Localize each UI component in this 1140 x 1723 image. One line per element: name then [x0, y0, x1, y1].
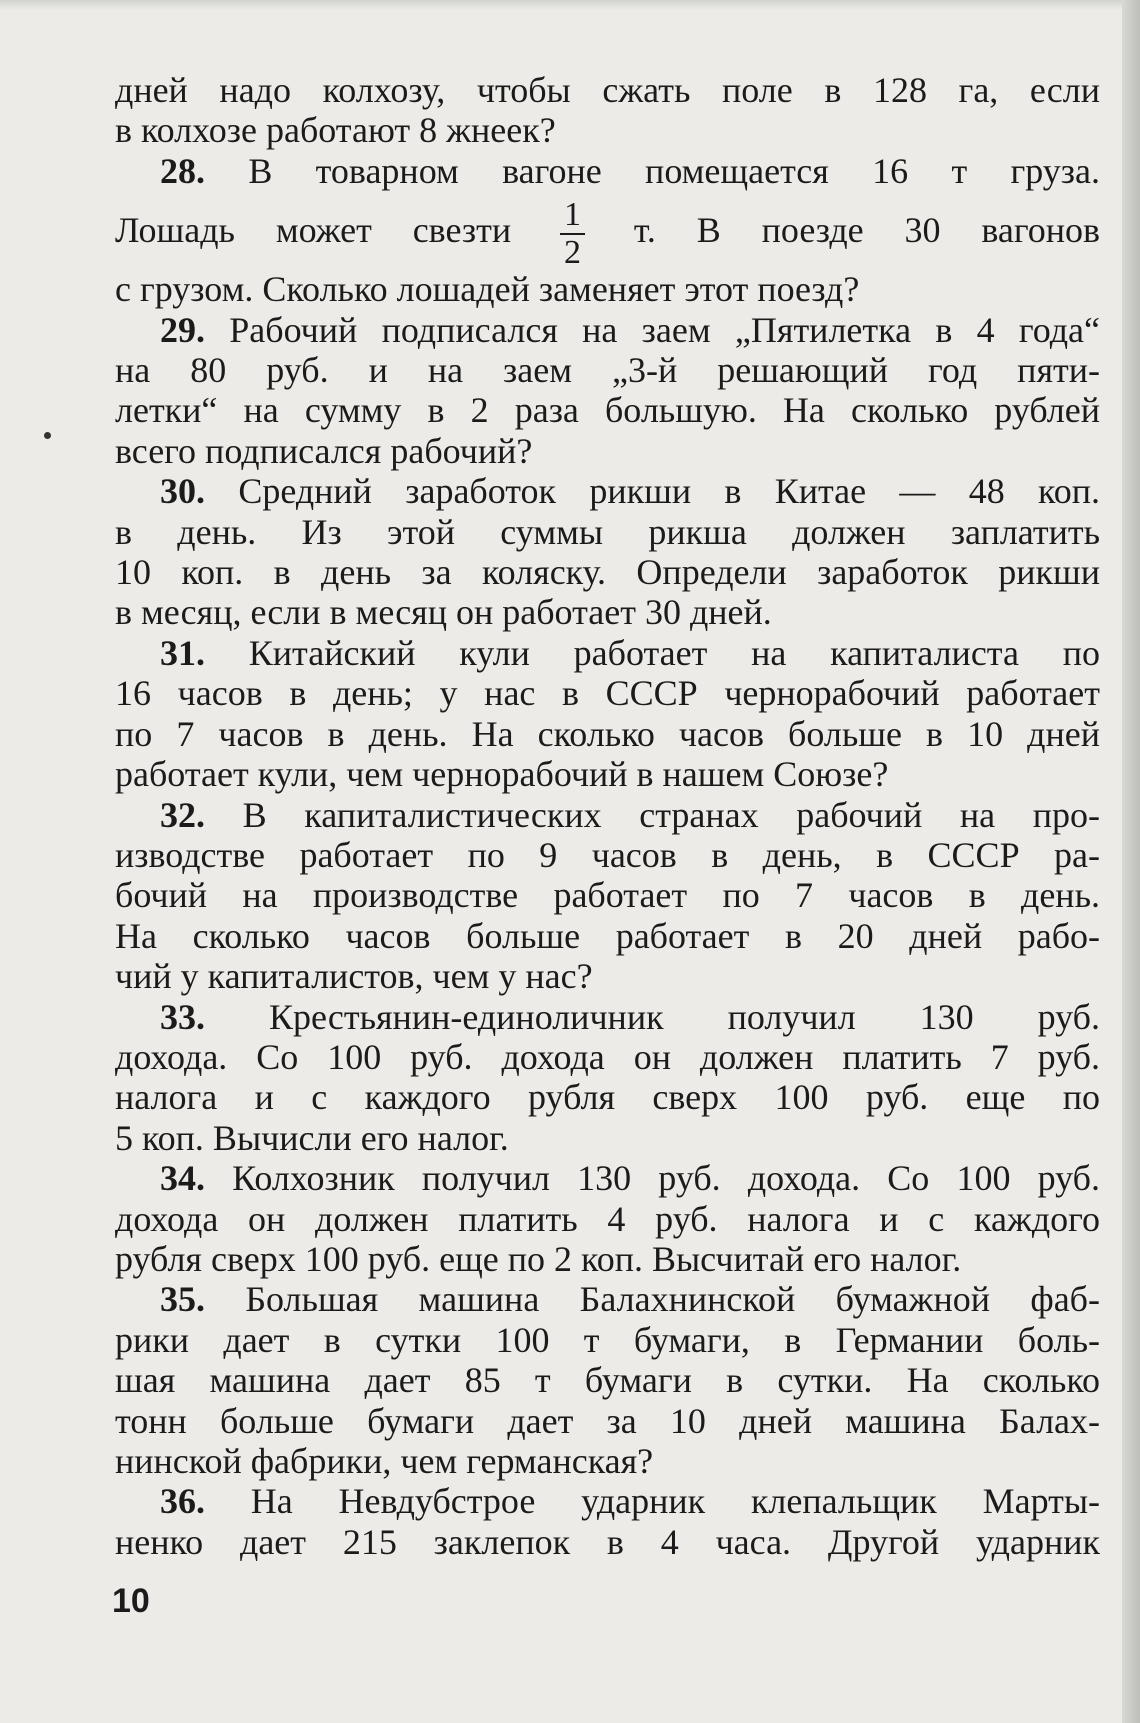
problem-number: 35. — [160, 1279, 205, 1320]
problem-number: 33. — [160, 996, 205, 1037]
problem-number: 29. — [160, 309, 205, 350]
text-line: чий у капиталистов, чем у нас? — [115, 956, 593, 997]
text-segment: Китайский кули работает на капиталиста по — [205, 632, 1100, 673]
text-line — [115, 310, 1100, 350]
page-body-text — [115, 70, 1100, 1562]
text-segment: Колхозник получил 130 руб. дохода. Со 100 руб. — [205, 1158, 1100, 1199]
text-line — [115, 1481, 1100, 1521]
text-line: тонн больше бумаги дает за 10 дней машина Балах- — [115, 1400, 1100, 1441]
text-line — [115, 997, 1100, 1037]
text-line: с грузом. Сколько лошадей заменяет этот поезд? — [115, 269, 860, 310]
text-line: всего подписался рабочий? — [115, 430, 533, 471]
text-segment: Лошадь может свезти — [115, 210, 512, 251]
page-right-edge — [1122, 0, 1140, 1723]
text-line: На сколько часов больше работает в 20 дней рабо- — [115, 915, 1100, 956]
page-top-edge — [0, 0, 1140, 10]
text-segment: Крестьянин-единоличник получил 130 руб. — [205, 996, 1100, 1037]
text-line — [115, 1158, 1100, 1198]
problem-number: 34. — [160, 1158, 205, 1199]
text-segment: В капиталистических странах рабочий на про- — [205, 794, 1100, 835]
fraction-numerator: 1 — [560, 197, 585, 235]
text-segment: Большая машина Балахнинской бумажной фаб- — [205, 1279, 1100, 1320]
problem-number: 28. — [160, 150, 205, 191]
problem-number: 32. — [160, 794, 205, 835]
text-line — [115, 795, 1100, 835]
text-line: нинской фабрики, чем германская? — [115, 1441, 654, 1481]
text-line: рики дает в сутки 100 т бумаги, в Германии боль- — [115, 1319, 1100, 1360]
text-line: 16 часов в день; у нас в СССР чернорабочий работает — [115, 673, 1100, 714]
text-line: шая машина дает 85 т бумаги в сутки. На сколько — [115, 1360, 1100, 1401]
problem-number: 31. — [160, 632, 205, 673]
text-line: налога и с каждого рубля сверх 100 руб. еще по — [115, 1077, 1100, 1118]
text-line: летки“ на сумму в 2 раза большую. На сколько рублей — [115, 390, 1100, 431]
fraction — [560, 197, 585, 271]
text-line: рубля сверх 100 руб. еще по 2 коп. Высчитай его налог. — [115, 1238, 962, 1279]
text-line — [115, 633, 1100, 673]
text-line: работает кули, чем чернорабочий в нашем Союзе? — [115, 754, 889, 795]
text-line: 10 коп. в день за коляску. Определи заработок рикши — [115, 552, 1100, 593]
text-line: дней надо колхозу, чтобы сжать поле в 128 га, если — [115, 70, 1100, 110]
text-segment: В товарном вагоне помещается 16 т груза. — [205, 150, 1100, 191]
text-line: изводстве работает по 9 часов в день, в СССР ра- — [115, 834, 1100, 875]
text-line: на 80 руб. и на заем „3-й решающий год пяти- — [115, 350, 1100, 391]
text-line: ненко дает 215 заклепок в 4 часа. Другой ударник — [115, 1521, 1100, 1562]
text-line: бочий на производстве работает по 7 часов в день. — [115, 875, 1100, 916]
text-segment: т. В поезде 30 вагонов — [633, 210, 1100, 251]
text-segment: На Невдубстрое ударник клепальщик Марты- — [205, 1481, 1100, 1522]
text-line: дохода он должен платить 4 руб. налога и с каждого — [115, 1198, 1100, 1239]
problem-number: 36. — [160, 1481, 205, 1522]
text-segment: Средний заработок рикши в Китае — 48 коп. — [205, 471, 1100, 512]
fraction-denominator: 2 — [563, 233, 581, 271]
text-line: в месяц, если в месяц он работает 30 дней. — [115, 592, 772, 633]
page-number: 10 — [112, 1582, 150, 1620]
text-line: 5 коп. Вычисли его налог. — [115, 1117, 509, 1158]
text-line — [115, 471, 1100, 511]
text-line: по 7 часов в день. На сколько часов больше в 10 дней — [115, 713, 1100, 754]
problem-number: 30. — [160, 471, 205, 512]
text-line — [115, 151, 1100, 191]
text-line: дохода. Со 100 руб. дохода он должен платить 7 руб. — [115, 1036, 1100, 1077]
text-line — [115, 191, 1100, 269]
margin-speck — [44, 432, 51, 439]
text-line: в колхозе работают 8 жнеек? — [115, 110, 556, 151]
text-line — [115, 1279, 1100, 1319]
text-line: в день. Из этой суммы рикша должен заплатить — [115, 511, 1100, 552]
text-segment: Рабочий подписался на заем „Пятилетка в 4 года“ — [205, 309, 1100, 350]
